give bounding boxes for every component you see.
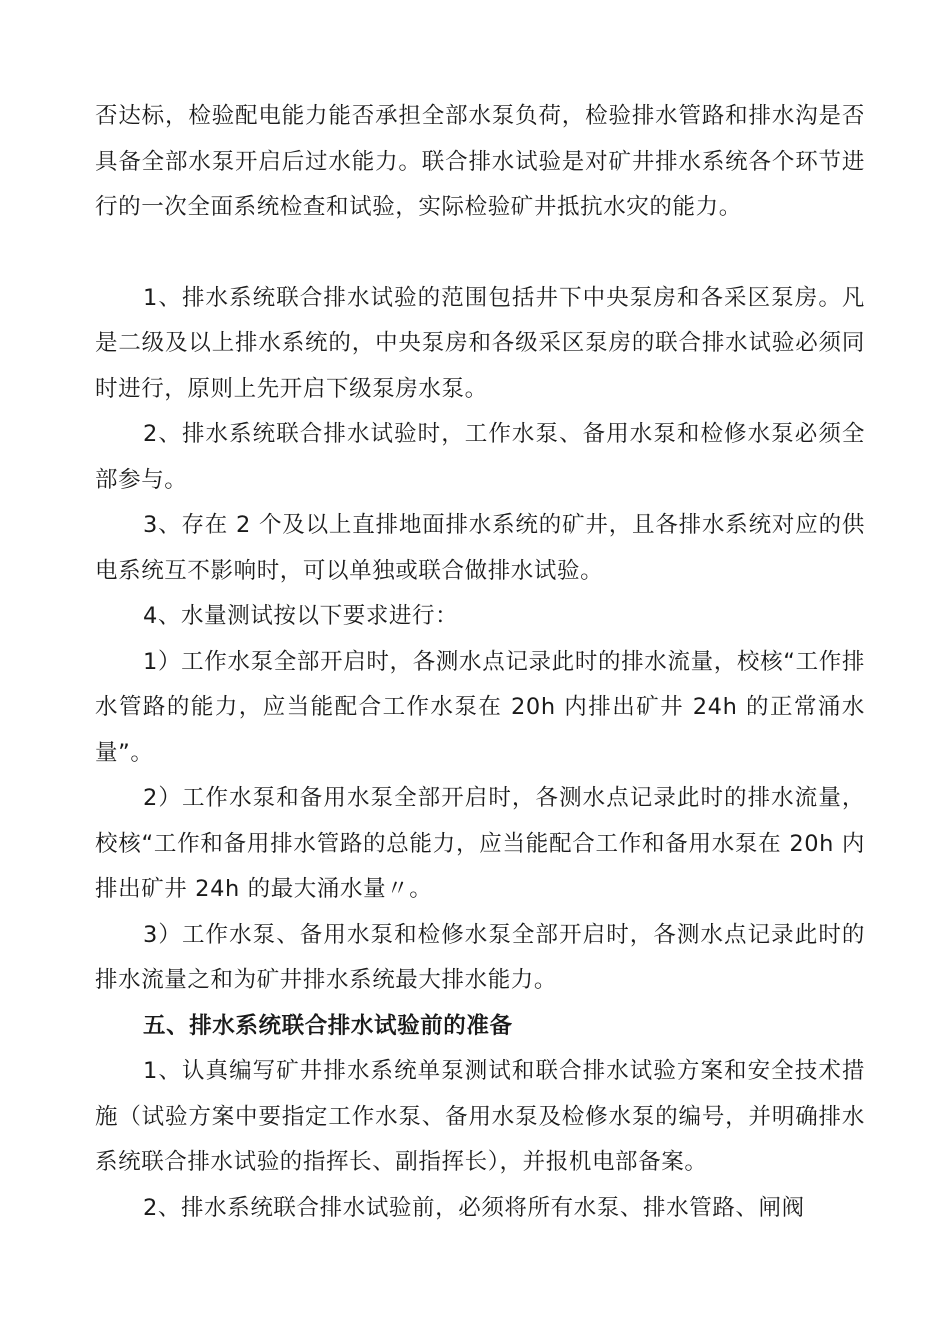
- sub-item-paragraph: 1）工作水泵全部开启时，各测水点记录此时的排水流量，校核“工作排水管路的能力，应当能配合工作水泵在 20h 内排出矿井 24h 的正常涌水量”。: [95, 648, 865, 766]
- item-paragraph: 1、排水系统联合排水试验的范围包括井下中央泵房和各采区泵房。凡是二级及以上排水系统的，中央泵房和各级采区泵房的联合排水试验必须同时进行，原则上先开启下级泵房水泵。: [95, 284, 865, 402]
- paragraph-gap: [95, 231, 865, 276]
- intro-paragraph: 否达标，检验配电能力能否承担全部水泵负荷，检验排水管路和排水沟是否具备全部水泵开启后过水能力。联合排水试验是对矿井排水系统各个环节进行的一次全面系统检查和试验，实际检验矿井抵抗水灾的能力。: [95, 103, 865, 220]
- sub-item-paragraph: 2）工作水泵和备用水泵全部开启时，各测水点记录此时的排水流量，校核“工作和备用排水管路的总能力，应当能配合工作和备用水泵在 20h 内排出矿井 24h 的最大涌水量〃。: [95, 785, 865, 902]
- section-item-paragraph: 2、排水系统联合排水试验前，必须将所有水泵、排水管路、闸阀: [143, 1194, 805, 1221]
- section-item-paragraph: 1、认真编写矿井排水系统单泵测试和联合排水试验方案和安全技术措施（试验方案中要指定工作水泵、备用水泵及检修水泵的编号，并明确排水系统联合排水试验的指挥长、副指挥长），并报机电部备案。: [95, 1058, 865, 1175]
- item-paragraph: 4、水量测试按以下要求进行：: [143, 603, 459, 629]
- item-paragraph: 2、排水系统联合排水试验时，工作水泵、备用水泵和检修水泵必须全部参与。: [95, 421, 865, 493]
- sub-item-paragraph: 3）工作水泵、备用水泵和检修水泵全部开启时，各测水点记录此时的排水流量之和为矿井排水系统最大排水能力。: [95, 921, 865, 993]
- section-heading: 五、排水系统联合排水试验前的准备: [143, 1012, 513, 1039]
- document-body: [95, 94, 865, 1231]
- item-paragraph: 3、存在 2 个及以上直排地面排水系统的矿井，且各排水系统对应的供电系统互不影响时，可以单独或联合做排水试验。: [95, 512, 865, 584]
